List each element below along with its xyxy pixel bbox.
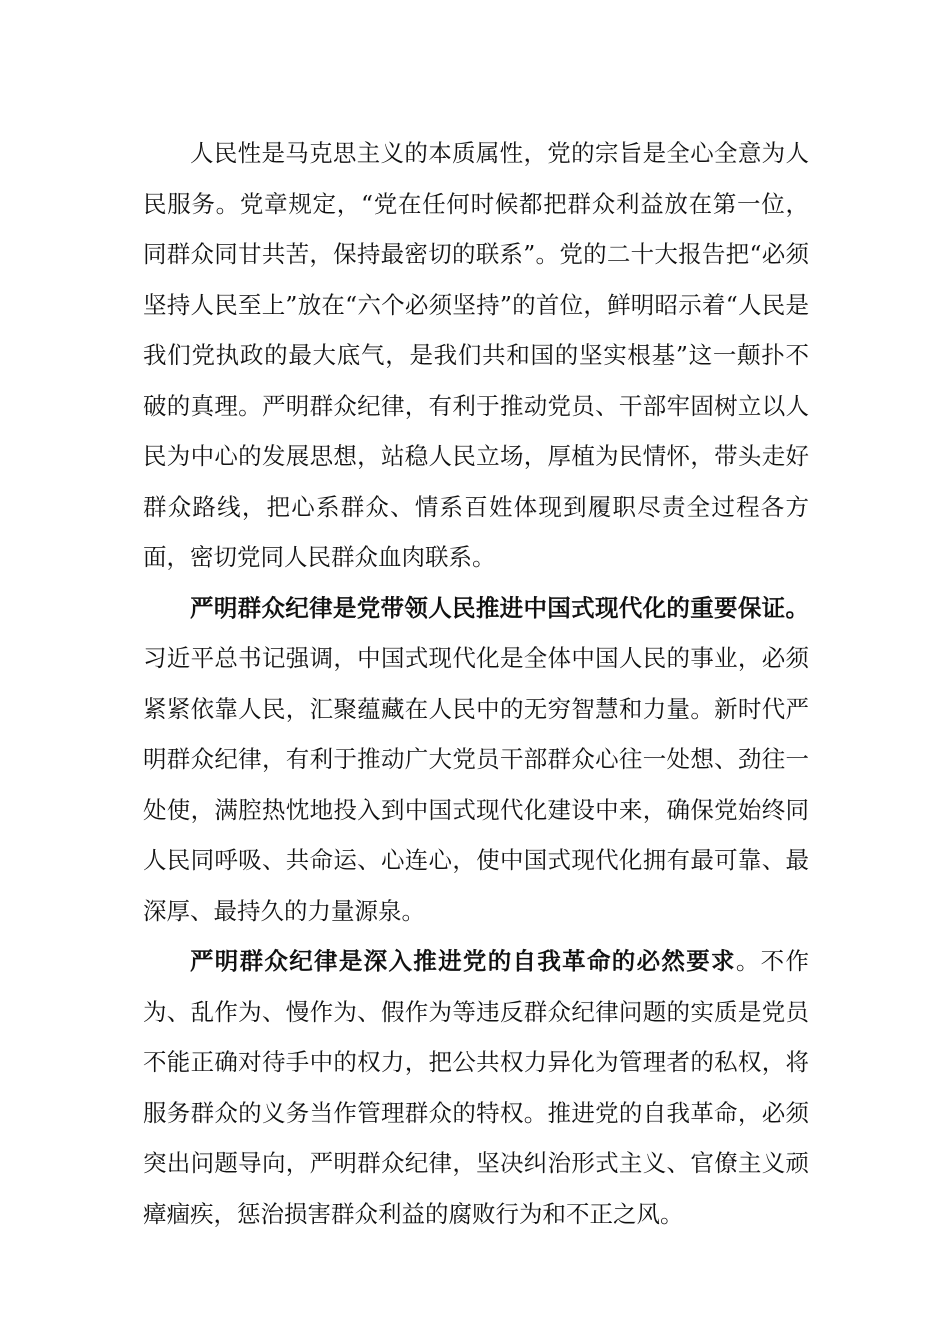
paragraph-modernization-guarantee bbox=[143, 583, 809, 937]
document-body bbox=[143, 128, 809, 1239]
paragraph-lead-heading: 严明群众纪律是深入推进党的自我革命的必然要求 bbox=[190, 947, 736, 975]
paragraph-text: 人民性是马克思主义的本质属性，党的宗旨是全心全意为人民服务。党章规定，“党在任何时候都把群众利益放在第一位，同群众同甘共苦，保持最密切的联系”。党的二十大报告把“必须坚持人民至上”放在“六个必须坚持”的首位，鲜明昭示着“人民是我们党执政的最大底气，是我们共和国的坚实根基”这一颠扑不破的真理。严明群众纪律，有利于推动党员、干部牢固树立以人民为中心的发展思想，站稳人民立场，厚植为民情怀，带头走好群众路线，把心系群众、情系百姓体现到履职尽责全过程各方面，密切党同人民群众血肉联系。 bbox=[143, 139, 809, 571]
paragraph-self-revolution bbox=[143, 936, 809, 1239]
paragraph-text: 习近平总书记强调，中国式现代化是全体中国人民的事业，必须紧紧依靠人民，汇聚蕴藏在人民中的无穷智慧和力量。新时代严明群众纪律，有利于推动广大党员干部群众心往一处想、劲往一处使，满腔热忱地投入到中国式现代化建设中来，确保党始终同人民同呼吸、共命运、心连心，使中国式现代化拥有最可靠、最深厚、最持久的力量源泉。 bbox=[143, 644, 809, 925]
paragraph-text: 。不作为、乱作为、慢作为、假作为等违反群众纪律问题的实质是党员不能正确对待手中的权力，把公共权力异化为管理者的私权，将服务群众的义务当作管理群众的特权。推进党的自我革命，必须突出问题导向，严明群众纪律，坚决纠治形式主义、官僚主义顽瘴痼疾，惩治损害群众利益的腐败行为和不正之风。 bbox=[143, 947, 809, 1228]
paragraph-people-nature bbox=[143, 128, 809, 583]
paragraph-lead-heading: 严明群众纪律是党带领人民推进中国式现代化的重要保证。 bbox=[190, 593, 809, 622]
